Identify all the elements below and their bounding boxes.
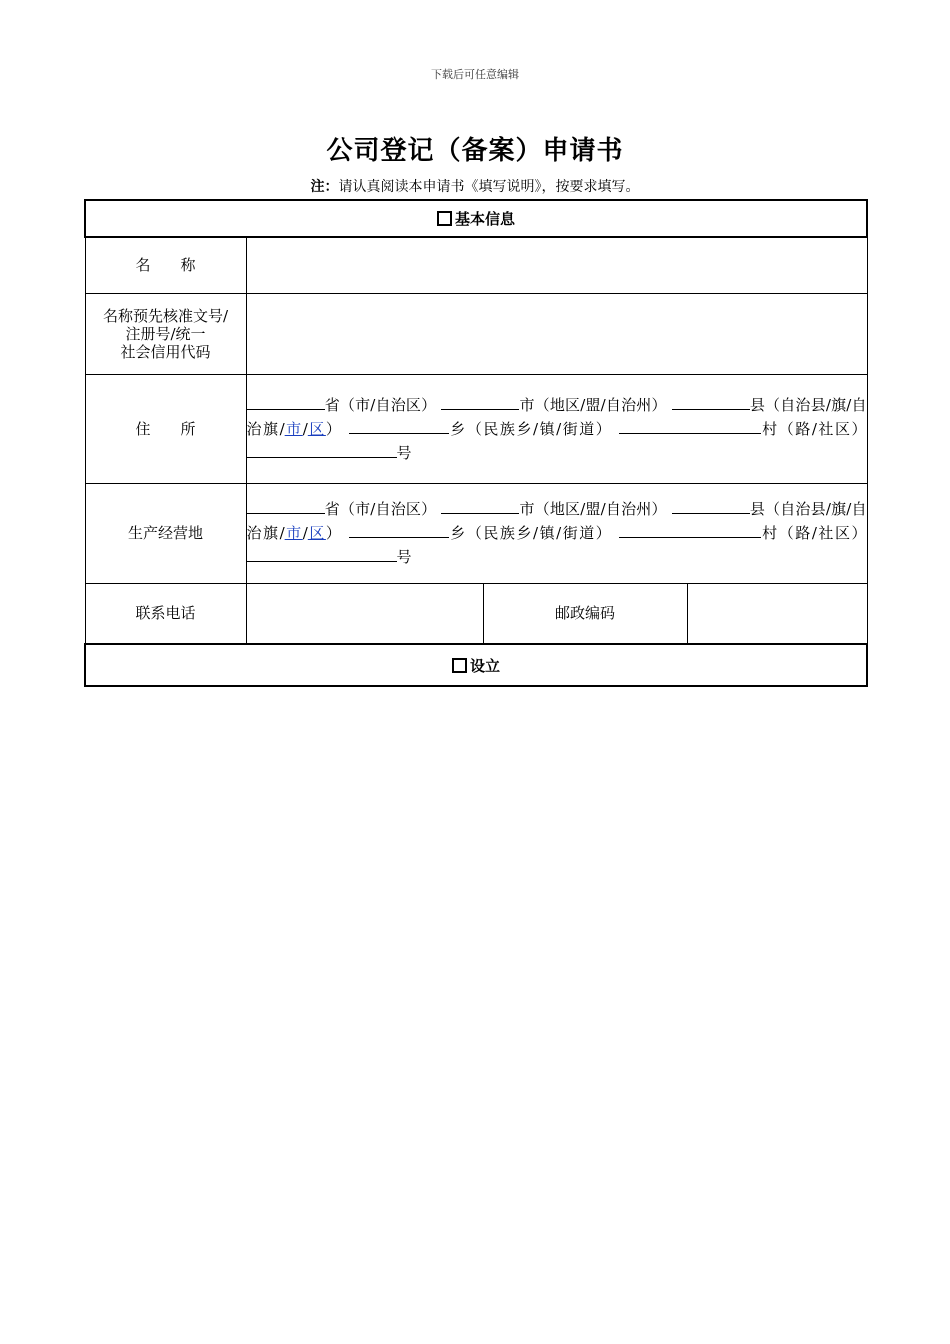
residence-label: 住 所 bbox=[85, 374, 246, 483]
business-place-address[interactable] bbox=[246, 483, 867, 583]
note-text: 请认真阅读本申请书《填写说明》，按要求填写。 bbox=[338, 179, 640, 195]
section-basic-info bbox=[85, 200, 867, 237]
registration-field[interactable] bbox=[246, 293, 867, 374]
province-text: 省（市/自治区） bbox=[324, 500, 437, 518]
name-label: 名 称 bbox=[85, 237, 246, 293]
village-text-b: （路/社区） bbox=[778, 524, 867, 542]
shi-link[interactable]: 市 bbox=[284, 419, 303, 438]
name-row bbox=[85, 237, 867, 293]
city-text: 市（地区/盟/自治州） bbox=[519, 500, 667, 518]
residence-address[interactable] bbox=[246, 374, 867, 483]
business-place-row bbox=[85, 483, 867, 583]
township-text: 乡（民族乡/镇/街道） bbox=[448, 419, 613, 438]
county-text-b: 县/旗/自治旗/ bbox=[246, 395, 867, 438]
phone-label: 联系电话 bbox=[85, 583, 246, 644]
phone-field[interactable] bbox=[246, 583, 483, 644]
city-text: 市（地区/盟/自治州） bbox=[519, 395, 667, 414]
county-text-a: 县（自治 bbox=[749, 395, 811, 414]
business-number-blank[interactable] bbox=[247, 545, 397, 562]
slash-text: / bbox=[302, 524, 308, 542]
residence-county-blank[interactable] bbox=[672, 393, 750, 410]
page-title: 公司登记（备案）申请书 bbox=[326, 136, 624, 166]
county-text-a: 县（自治 bbox=[749, 500, 811, 518]
slash-text: / bbox=[302, 419, 308, 438]
section-establish-label: 设立 bbox=[470, 656, 501, 675]
section-basic-info-row bbox=[85, 200, 867, 237]
registration-row bbox=[85, 293, 867, 374]
township-text: 乡（民族乡/镇/街道） bbox=[448, 524, 613, 542]
registration-label-line3: 社会信用代码 bbox=[120, 342, 211, 361]
residence-row bbox=[85, 374, 867, 483]
residence-township-blank[interactable] bbox=[349, 417, 449, 434]
business-township-blank[interactable] bbox=[349, 521, 449, 538]
section-establish-row bbox=[85, 644, 867, 686]
business-place-label: 生产经营地 bbox=[85, 483, 246, 583]
residence-city-blank[interactable] bbox=[441, 393, 519, 410]
province-text: 省（市/自治区） bbox=[324, 395, 437, 414]
number-text: 号 bbox=[396, 443, 412, 462]
header-note: 下载后可任意编辑 bbox=[431, 68, 519, 81]
business-province-blank[interactable] bbox=[247, 497, 325, 514]
registration-label bbox=[85, 293, 246, 374]
county-text-b: 县/旗/自治旗/ bbox=[246, 500, 867, 542]
shi-link[interactable]: 市 bbox=[284, 524, 303, 542]
postcode-field[interactable] bbox=[687, 583, 867, 644]
contact-row bbox=[85, 583, 867, 644]
basic-info-checkbox[interactable] bbox=[437, 211, 452, 226]
village-text-a: 村 bbox=[760, 419, 779, 438]
close-paren: ） bbox=[325, 419, 343, 438]
section-establish bbox=[85, 644, 867, 686]
village-text-a: 村 bbox=[760, 524, 779, 542]
close-paren: ） bbox=[325, 524, 343, 542]
section-basic-info-label: 基本信息 bbox=[455, 210, 516, 228]
note-label: 注： bbox=[310, 179, 339, 195]
business-county-blank[interactable] bbox=[672, 497, 750, 514]
qu-link[interactable]: 区 bbox=[307, 419, 326, 438]
residence-number-blank[interactable] bbox=[247, 441, 397, 458]
village-text-b: （路/社区） bbox=[778, 419, 867, 438]
establish-checkbox[interactable] bbox=[452, 658, 467, 673]
registration-label-line2: 注册号/统一 bbox=[125, 324, 206, 343]
number-text: 号 bbox=[396, 548, 412, 566]
name-field[interactable] bbox=[246, 237, 867, 293]
qu-link[interactable]: 区 bbox=[307, 524, 326, 542]
business-village-blank[interactable] bbox=[619, 521, 761, 538]
business-city-blank[interactable] bbox=[441, 497, 519, 514]
registration-label-line1: 名称预先核准文号/ bbox=[102, 306, 229, 325]
instruction-note bbox=[0, 176, 950, 196]
application-form bbox=[84, 199, 868, 687]
residence-province-blank[interactable] bbox=[247, 393, 325, 410]
postcode-label: 邮政编码 bbox=[483, 583, 687, 644]
residence-village-blank[interactable] bbox=[619, 417, 761, 434]
